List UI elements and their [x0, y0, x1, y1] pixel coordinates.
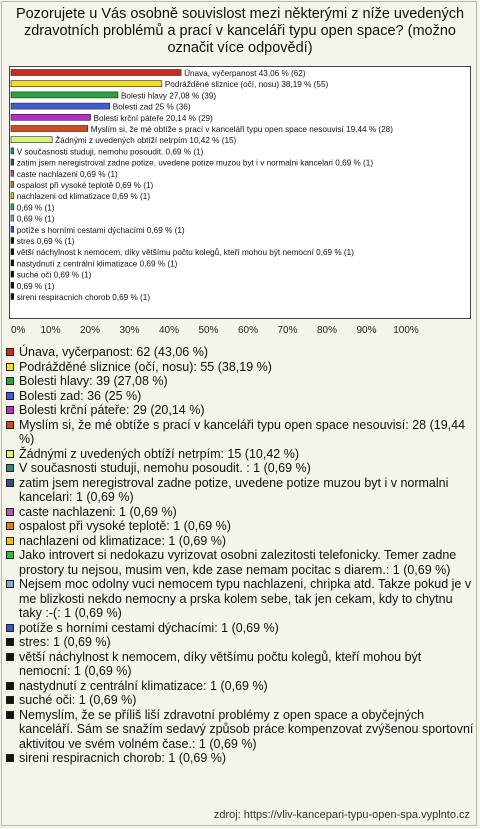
legend-item-11 [6, 534, 476, 549]
legend-swatch-8 [6, 479, 14, 487]
x-tick-label-5: 50% [198, 325, 219, 336]
x-tick-label-4: 40% [158, 325, 180, 336]
legend-label-8: zatim jsem neregistroval zadne potize, uvedene potize muzou byt i v normalni kancelari: 1 (0,69 %) [19, 475, 449, 504]
legend-label-12: Jako introvert si nedokazu vyrizovat osobni zalezitosti telefonicky. Temer zadne prostory tu nejsou, musim ven, kde zase nemam pocitac s diarem.: 1 (0,69 %) [19, 548, 457, 577]
legend-label-1: Podrážděné sliznice (očí, nosu): 55 (38,19 %) [19, 359, 272, 374]
legend-label-9: caste nachlazeni: 1 (0,69 %) [19, 504, 177, 519]
bar-label-5: Myslím si, že mé obtíže s prací v kanceláři typu open space nesouvisí 19,44 % (28) [90, 125, 393, 134]
bar-15 [11, 238, 14, 244]
legend-label-19: Nemyslím, že se příliš liší zdravotní problémy z open space a obyčejných kanceláří. Sám se snažím sedavý způsob práce kompenzovat zvýšenou sportovní aktivitou ve svém volném čase.: 1 (0,69 %) [19, 707, 474, 751]
legend-item-4 [6, 403, 476, 418]
bar-13 [11, 215, 14, 221]
bar-label-14: potíže s horními cestami dýchacími 0,69 % (1) [16, 225, 185, 235]
bar-label-7: V současnosti studuji, nemohu posoudit. 0,69 % (1) [16, 147, 204, 157]
legend-swatch-2 [6, 377, 14, 385]
bar-8 [11, 159, 14, 165]
bar-9 [11, 170, 14, 176]
x-tick-label-10: 100% [393, 325, 419, 336]
legend-swatch-5 [6, 421, 14, 429]
x-tick-label-6: 60% [237, 325, 259, 336]
bar-label-0: Únava, vyčerpanost 43,06 % (62) [184, 69, 306, 78]
bar-4 [11, 114, 91, 120]
bar-label-20: sireni respiracnich chorob 0,69 % (1) [16, 293, 151, 302]
legend-swatch-20 [6, 754, 14, 762]
x-tick-label-8: 80% [316, 325, 338, 336]
legend-swatch-10 [6, 522, 14, 530]
bar-label-3: Bolesti zad 25 % (36) [112, 102, 191, 112]
legend-item-7 [6, 461, 476, 476]
bar-label-12: 0,69 % (1) [16, 203, 55, 213]
bar-1 [11, 81, 162, 87]
bar-16 [11, 249, 14, 255]
legend-swatch-13 [6, 580, 14, 588]
bar-14 [11, 226, 14, 232]
legend-label-11: nachlazeni od klimatizace: 1 (0,69 %) [19, 533, 227, 548]
bar-label-10: ospalost při vysoké teplotě 0,69 % (1) [16, 181, 154, 190]
legend-label-0: Únava, vyčerpanost: 62 (43,06 %) [19, 345, 208, 359]
legend-swatch-4 [6, 406, 14, 414]
legend-label-17: nastydnutí z centrální klimatizace: 1 (0,69 %) [19, 678, 268, 693]
bar-6 [11, 137, 52, 143]
bar-label-15: stres 0,69 % (1) [16, 237, 75, 246]
legend-swatch-17 [6, 682, 14, 690]
x-tick-label-9: 90% [356, 325, 377, 336]
bar-label-4: Bolesti krční páteře 20,14 % (29) [93, 113, 213, 123]
legend-label-14: potíže s horními cestami dýchacími: 1 (0,69 %) [19, 620, 279, 635]
legend-item-17 [6, 679, 476, 694]
legend-label-5: Myslím si, že mé obtíže s prací v kanceláři typu open space nesouvisí: 28 (19,44 %) [19, 417, 466, 446]
bar-label-19: 0,69 % (1) [16, 281, 55, 291]
legend-item-15 [6, 635, 476, 650]
legend-item-3 [6, 389, 476, 404]
x-tick-label-7: 70% [277, 325, 298, 336]
legend-item-19 [6, 708, 476, 752]
legend-label-4: Bolesti krční páteře: 29 (20,14 %) [19, 403, 205, 417]
legend-swatch-16 [6, 653, 14, 661]
legend-label-10: ospalost při vysoké teplotě: 1 (0,69 %) [19, 519, 231, 533]
bar-18 [11, 271, 14, 277]
legend-item-9 [6, 505, 476, 520]
legend-swatch-3 [6, 392, 14, 400]
legend-item-8 [6, 476, 476, 505]
bar-label-8: zatim jsem neregistroval zadne potize, uvedene potize muzou byt i v normalni kancelari 0,69 % (1) [16, 158, 374, 168]
legend-label-6: Žádnými z uvedených obtíží netrpím: 15 (10,42 %) [19, 446, 299, 461]
x-tick-label-2: 20% [79, 325, 101, 336]
legend-label-3: Bolesti zad: 36 (25 %) [19, 388, 142, 403]
legend-label-15: stres: 1 (0,69 %) [19, 635, 111, 649]
bar-label-1: Podrážděné sliznice (očí, nosu) 38,19 % (55) [164, 80, 329, 90]
legend-swatch-12 [6, 551, 14, 559]
x-tick-label-1: 10% [40, 325, 61, 336]
legend-item-6 [6, 447, 476, 462]
chart-title: Pozorujete u Vás osobně souvislost mezi některými z níže uvedených zdravotních problémů a prací v kanceláři typu open space? (možno označit více odpovědí) [15, 6, 465, 56]
legend-swatch-18 [6, 696, 14, 704]
x-tick-label-3: 30% [119, 325, 140, 336]
legend-label-16: větší náchylnost k nemocem, díky většímu počtu kolegů, kteří mohou být nemocní: 1 (0,69 %) [19, 649, 422, 678]
bar-5 [11, 126, 88, 132]
legend-item-13 [6, 577, 476, 621]
legend-item-20 [6, 751, 476, 766]
bar-label-17: nastydnutí z centrální klimatizace 0,69 % (1) [16, 259, 178, 269]
source-text: zdroj: https://vliv-kancepari-typu-open-spa.vyplnto.cz [213, 809, 470, 821]
legend-item-1 [6, 360, 476, 375]
legend-label-2: Bolesti hlavy: 39 (27,08 %) [19, 374, 168, 388]
legend-swatch-14 [6, 624, 14, 632]
legend-item-16 [6, 650, 476, 679]
legend-label-18: suché oči: 1 (0,69 %) [19, 693, 137, 707]
legend-swatch-15 [6, 638, 14, 646]
legend [6, 345, 476, 766]
bar-11 [11, 193, 14, 199]
legend-label-13: Nejsem moc odolny vuci nemocem typu nachlazeni, chripka atd. Takze pokud je v me blizkosti nekdo nemocny a prska kolem sebe, tak jen cekam, kdy to chytnu taky :-(: 1 (0,69 %) [19, 577, 472, 620]
legend-swatch-0 [6, 348, 14, 356]
legend-swatch-9 [6, 508, 14, 516]
legend-item-5 [6, 418, 476, 447]
bar-19 [11, 282, 14, 288]
legend-swatch-11 [6, 537, 14, 545]
legend-item-0 [6, 345, 476, 360]
legend-swatch-7 [6, 464, 14, 472]
bar-label-16: větší náchylnost k nemocem, díky většímu počtu kolegů, kteří mohou být nemocní 0,69 % (1) [16, 248, 354, 258]
bar-10 [11, 182, 14, 188]
bar-2 [11, 92, 118, 98]
bar-label-2: Bolesti hlavy 27,08 % (39) [120, 91, 217, 101]
legend-swatch-19 [6, 711, 14, 719]
bar-7 [11, 148, 14, 154]
x-tick-label-0: 0% [11, 325, 26, 336]
legend-label-7: V současnosti studuji, nemohu posoudit. : 1 (0,69 %) [19, 461, 311, 475]
legend-item-12 [6, 548, 476, 577]
bar-label-9: caste nachlazeni 0,69 % (1) [16, 169, 118, 179]
bar-label-13: 0,69 % (1) [16, 214, 55, 224]
legend-item-14 [6, 621, 476, 636]
legend-item-2 [6, 374, 476, 389]
legend-item-18 [6, 693, 476, 708]
legend-label-20: sireni respiracnich chorob: 1 (0,69 %) [19, 751, 227, 765]
bar-label-6: Žádnými z uvedených obtíží netrpím 10,42 % (15) [55, 136, 237, 146]
legend-swatch-6 [6, 450, 14, 458]
bar-0 [11, 70, 181, 76]
bar-20 [11, 294, 14, 300]
bar-label-18: suché oči 0,69 % (1) [16, 270, 92, 280]
bar-12 [11, 204, 14, 210]
legend-item-10 [6, 519, 476, 534]
legend-swatch-1 [6, 363, 14, 371]
bar-chart [0, 0, 480, 345]
bar-label-11: nachlazeni od klimatizace 0,69 % (1) [16, 192, 151, 202]
bar-3 [11, 103, 110, 109]
bar-17 [11, 260, 14, 266]
